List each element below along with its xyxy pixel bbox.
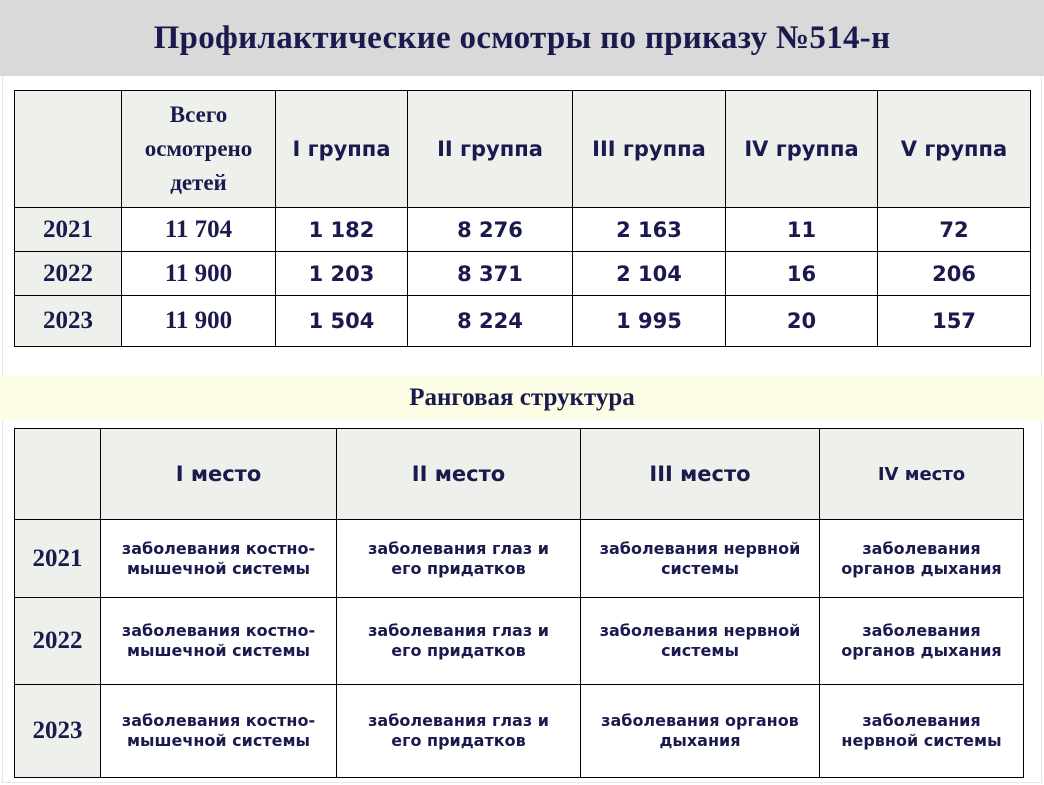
rank-cell — [820, 685, 1024, 778]
rank-header-row — [15, 429, 1024, 520]
exam-group-cell: 11 — [726, 208, 878, 252]
rank-table — [14, 428, 1024, 778]
exam-header-row — [15, 91, 1031, 208]
rank-cell — [581, 520, 820, 598]
exam-header-group-1: I группа — [276, 91, 408, 208]
exam-total-cell: 11 900 — [122, 252, 276, 296]
page-title: Профилактические осмотры по приказу №514-н — [153, 19, 891, 56]
exam-group-cell: 2 104 — [573, 252, 726, 296]
exam-row — [15, 252, 1031, 296]
rank-section-title: Ранговая структура — [409, 384, 635, 411]
rank-header-year — [15, 429, 101, 520]
rank-cell-line: заболевания — [862, 538, 981, 558]
rank-header-place-4: IV место — [820, 429, 1024, 520]
exam-header-total-line: детей — [170, 170, 227, 195]
rank-cell-line: органов дыхания — [841, 558, 1002, 578]
exam-row — [15, 296, 1031, 347]
rank-cell-line: системы — [661, 558, 739, 578]
rank-cell-line: его придатков — [391, 641, 526, 660]
title-bar — [0, 0, 1044, 76]
rank-cell-line: системы — [661, 641, 739, 660]
rank-cell — [820, 598, 1024, 685]
rank-cell-line: заболевания нервной — [599, 621, 801, 640]
rank-cell-line: мышечной системы — [126, 731, 311, 750]
rank-cell-line: заболевания — [862, 711, 981, 730]
exam-header-group-4: IV группа — [726, 91, 878, 208]
rank-header-place-2: II место — [337, 429, 581, 520]
exam-group-cell: 157 — [878, 296, 1031, 347]
exam-year-cell: 2021 — [15, 208, 122, 252]
rank-cell — [581, 685, 820, 778]
exam-table — [14, 90, 1031, 347]
exam-group-cell: 206 — [878, 252, 1031, 296]
exam-header-total — [122, 91, 276, 208]
rank-row — [15, 598, 1024, 685]
exam-header-group-2: II группа — [408, 91, 573, 208]
exam-group-cell: 72 — [878, 208, 1031, 252]
rank-row — [15, 685, 1024, 778]
exam-header-year — [15, 91, 122, 208]
exam-group-cell: 20 — [726, 296, 878, 347]
rank-cell — [101, 598, 337, 685]
exam-group-cell: 8 224 — [408, 296, 573, 347]
rank-cell — [101, 685, 337, 778]
rank-cell-line: заболевания глаз и — [368, 538, 549, 558]
rank-cell — [581, 598, 820, 685]
exam-header-group-5: V группа — [878, 91, 1031, 208]
rank-cell — [337, 520, 581, 598]
exam-group-cell: 1 504 — [276, 296, 408, 347]
rank-cell-line: заболевания нервной — [599, 538, 801, 558]
rank-cell — [337, 685, 581, 778]
rank-cell-line: мышечной системы — [126, 558, 311, 578]
rank-section-band — [0, 376, 1044, 420]
exam-row — [15, 208, 1031, 252]
rank-cell-line: заболевания глаз и — [368, 621, 549, 640]
rank-year-cell: 2021 — [15, 520, 101, 598]
rank-cell-line: заболевания костно- — [121, 538, 316, 558]
exam-group-cell: 1 182 — [276, 208, 408, 252]
rank-cell — [337, 598, 581, 685]
exam-group-cell: 2 163 — [573, 208, 726, 252]
rank-row — [15, 520, 1024, 598]
rank-cell — [101, 520, 337, 598]
exam-year-cell: 2023 — [15, 296, 122, 347]
rank-cell-line: заболевания органов — [601, 711, 799, 730]
rank-cell-line: органов дыхания — [841, 641, 1002, 660]
exam-group-cell: 8 276 — [408, 208, 573, 252]
rank-header-place-1: I место — [101, 429, 337, 520]
rank-cell-line: дыхания — [659, 731, 741, 750]
rank-cell-line: его придатков — [391, 731, 526, 750]
rank-cell-line: заболевания глаз и — [368, 711, 549, 730]
exam-header-group-3: III группа — [573, 91, 726, 208]
exam-year-cell: 2022 — [15, 252, 122, 296]
exam-total-cell: 11 900 — [122, 296, 276, 347]
exam-header-total-line: осмотрено — [144, 136, 253, 161]
rank-header-place-3: III место — [581, 429, 820, 520]
rank-cell-line: заболевания костно- — [121, 621, 316, 640]
rank-year-cell: 2022 — [15, 598, 101, 685]
exam-total-cell: 11 704 — [122, 208, 276, 252]
rank-year-cell: 2023 — [15, 685, 101, 778]
rank-cell-line: заболевания — [862, 621, 981, 640]
rank-cell-line: нервной системы — [841, 731, 1002, 750]
exam-group-cell: 8 371 — [408, 252, 573, 296]
exam-header-total-line: Всего — [169, 102, 228, 127]
exam-group-cell: 1 203 — [276, 252, 408, 296]
rank-cell-line: мышечной системы — [126, 641, 311, 660]
rank-cell-line: его придатков — [391, 558, 526, 578]
rank-cell — [820, 520, 1024, 598]
exam-group-cell: 16 — [726, 252, 878, 296]
exam-group-cell: 1 995 — [573, 296, 726, 347]
rank-cell-line: заболевания костно- — [121, 711, 316, 730]
